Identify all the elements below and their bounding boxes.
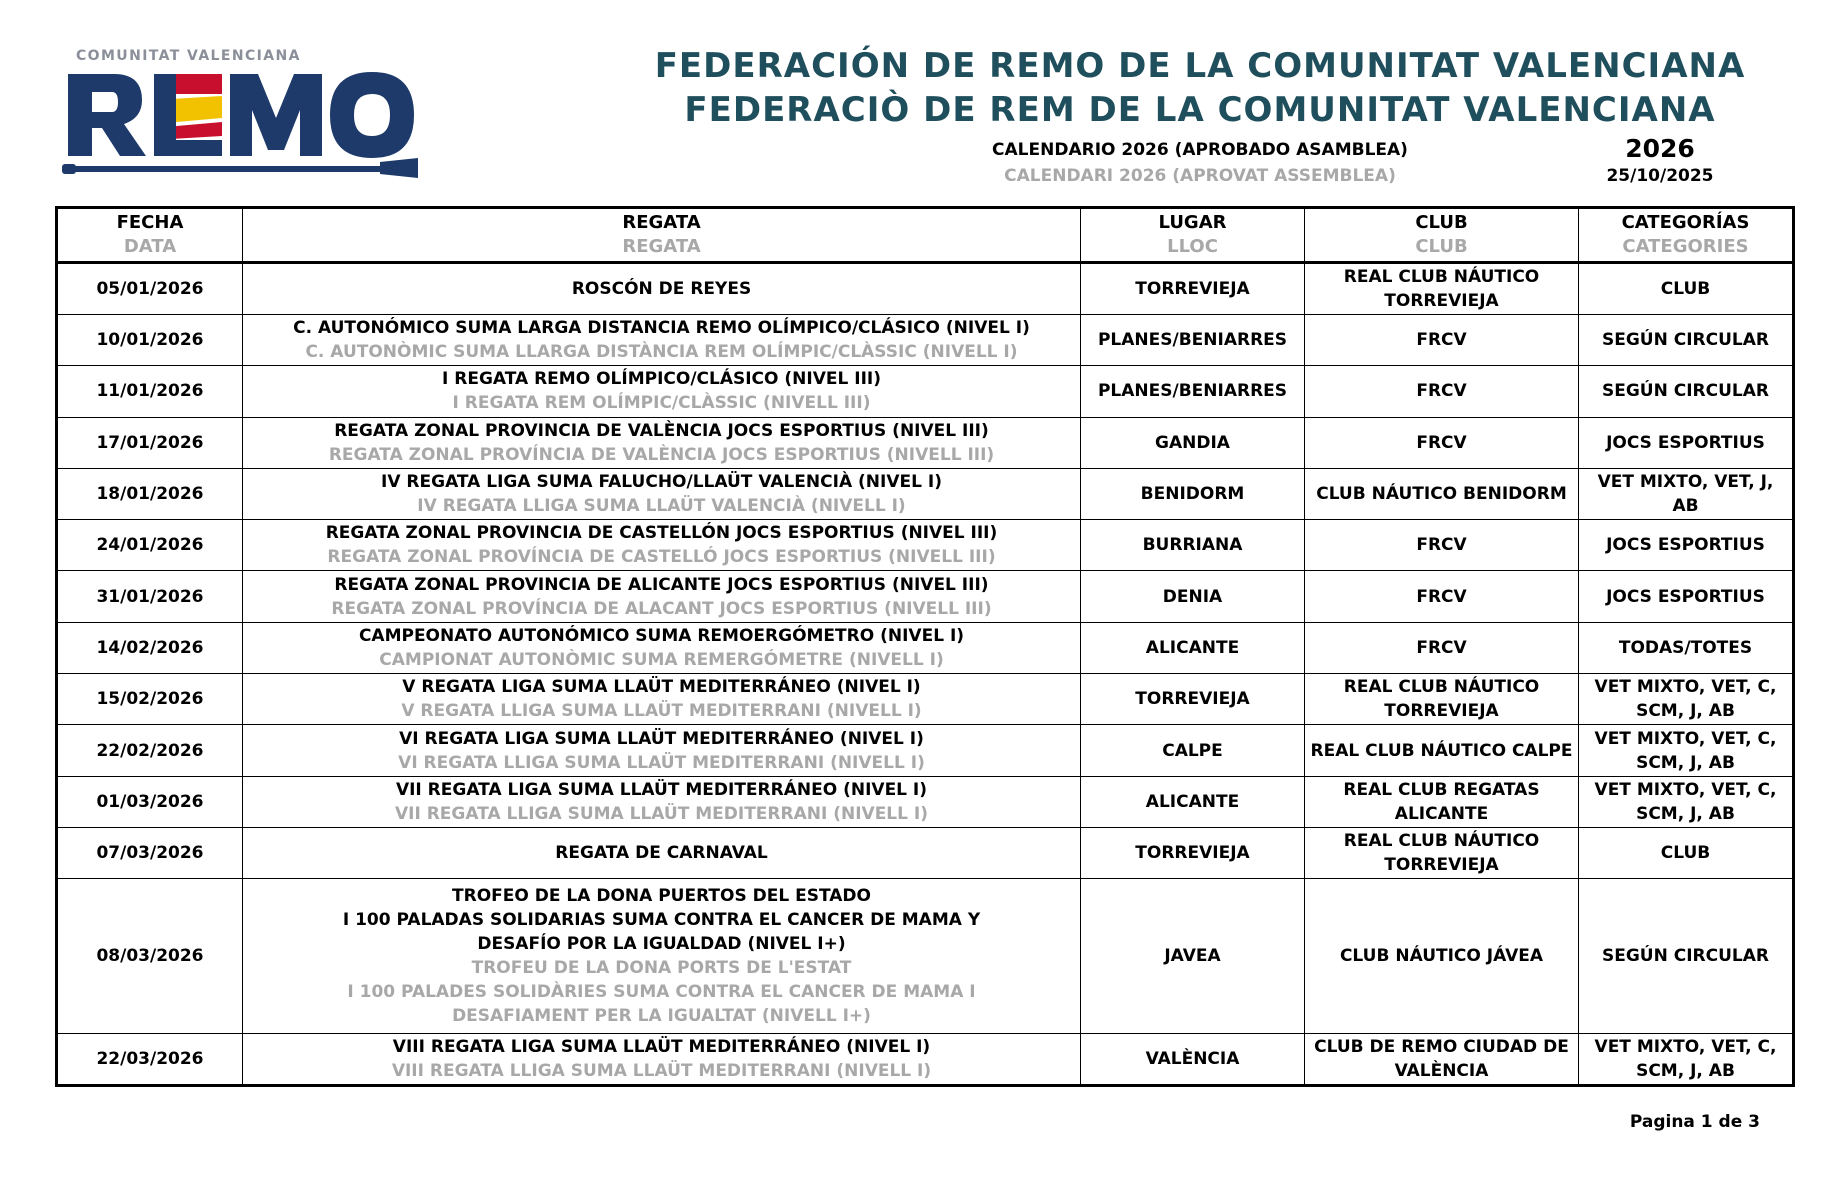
club-cell xyxy=(1305,366,1579,417)
category-text: AB xyxy=(1672,496,1699,517)
table-row xyxy=(57,725,1794,776)
regatta-name-es: CAMPEONATO AUTONÓMICO SUMA REMOERGÓMETRO (NIVEL I) xyxy=(358,625,965,646)
regatta-name-es: V REGATA LIGA SUMA LLAÜT MEDITERRÁNEO (NIVEL I) xyxy=(402,677,921,698)
regatta-cell xyxy=(243,725,1081,776)
date-cell: 18/01/2026 xyxy=(57,468,243,519)
club-cell xyxy=(1305,520,1579,571)
regatta-name-es: REGATA ZONAL PROVINCIA DE VALÈNCIA JOCS ESPORTIUS (NIVEL III) xyxy=(334,420,989,441)
subtitle-es: CALENDARIO 2026 (APROBADO ASAMBLEA) xyxy=(992,140,1408,160)
club-name: REAL CLUB REGATAS xyxy=(1343,779,1540,800)
category-cell xyxy=(1579,776,1794,827)
date-cell: 08/03/2026 xyxy=(57,879,243,1034)
category-text: VET MIXTO, VET, C, xyxy=(1594,728,1777,749)
column-header xyxy=(243,208,1081,263)
place-cell: PLANES/BENIARRES xyxy=(1081,315,1305,366)
table-row xyxy=(57,1034,1794,1085)
table-row xyxy=(57,417,1794,468)
regatta-name-es: C. AUTONÓMICO SUMA LARGA DISTANCIA REMO OLÍMPICO/CLÁSICO (NIVEL I) xyxy=(293,318,1030,339)
logo-top-text: COMUNITAT VALENCIANA xyxy=(76,48,301,64)
date-cell: 22/03/2026 xyxy=(57,1034,243,1085)
column-header-va: CATEGORIES xyxy=(1622,236,1749,257)
regatta-cell xyxy=(243,417,1081,468)
regatta-name-va: VIII REGATA LLIGA SUMA LLAÜT MEDITERRANI (NIVELL I) xyxy=(391,1060,932,1081)
column-header xyxy=(1081,208,1305,263)
category-text: TODAS/TOTES xyxy=(1618,637,1753,658)
table-row xyxy=(57,879,1794,1034)
club-cell xyxy=(1305,725,1579,776)
club-name: REAL CLUB NÁUTICO xyxy=(1343,677,1540,698)
table-row xyxy=(57,315,1794,366)
table-row xyxy=(57,263,1794,315)
category-cell xyxy=(1579,366,1794,417)
regatta-name-va: TROFEU DE LA DONA PORTS DE L'ESTAT xyxy=(471,958,852,979)
club-name: FRCV xyxy=(1416,586,1467,607)
place-cell: DENIA xyxy=(1081,571,1305,622)
regatta-name-va: REGATA ZONAL PROVÍNCIA DE ALACANT JOCS ESPORTIUS (NIVELL III) xyxy=(331,598,992,619)
club-name: REAL CLUB NÁUTICO CALPE xyxy=(1310,740,1573,761)
category-cell xyxy=(1579,622,1794,673)
table-row xyxy=(57,468,1794,519)
regatta-name-va: DESAFIAMENT PER LA IGUALTAT (NIVELL I+) xyxy=(452,1006,871,1027)
date-cell: 31/01/2026 xyxy=(57,571,243,622)
category-cell xyxy=(1579,315,1794,366)
club-name: TORREVIEJA xyxy=(1384,855,1499,876)
club-cell xyxy=(1305,674,1579,725)
category-text: CLUB xyxy=(1660,843,1711,864)
date-cell: 24/01/2026 xyxy=(57,520,243,571)
category-text: SCM, J, AB xyxy=(1636,752,1735,773)
club-name: VALÈNCIA xyxy=(1394,1060,1489,1081)
regatta-name-va: C. AUTONÒMIC SUMA LLARGA DISTÀNCIA REM OLÍMPIC/CLÀSSIC (NIVELL I) xyxy=(305,342,1018,363)
table-header-row xyxy=(57,208,1794,263)
club-name: REAL CLUB NÁUTICO xyxy=(1343,267,1540,287)
date-cell: 11/01/2026 xyxy=(57,366,243,417)
place-cell: TORREVIEJA xyxy=(1081,263,1305,315)
category-cell xyxy=(1579,879,1794,1034)
category-text: CLUB xyxy=(1660,279,1711,299)
federation-logo xyxy=(62,48,422,178)
regatta-name-es: VI REGATA LIGA SUMA LLAÜT MEDITERRÁNEO (NIVEL I) xyxy=(399,728,924,749)
club-name: ALICANTE xyxy=(1394,803,1489,824)
club-cell xyxy=(1305,263,1579,315)
club-name: TORREVIEJA xyxy=(1384,701,1499,722)
column-header-es: LUGAR xyxy=(1158,212,1227,233)
date-cell: 14/02/2026 xyxy=(57,622,243,673)
category-cell xyxy=(1579,1034,1794,1085)
club-name: FRCV xyxy=(1416,381,1467,402)
category-cell xyxy=(1579,468,1794,519)
table-row xyxy=(57,776,1794,827)
category-cell xyxy=(1579,571,1794,622)
category-cell xyxy=(1579,263,1794,315)
category-text: SCM, J, AB xyxy=(1636,1060,1735,1081)
table-row xyxy=(57,571,1794,622)
club-name: FRCV xyxy=(1416,330,1467,351)
year-label: 2026 xyxy=(1625,134,1695,163)
column-header-es: FECHA xyxy=(116,212,184,233)
table-row xyxy=(57,520,1794,571)
category-text: SEGÚN CIRCULAR xyxy=(1601,946,1769,967)
category-text: SEGÚN CIRCULAR xyxy=(1601,381,1769,402)
place-cell: ALICANTE xyxy=(1081,776,1305,827)
place-cell: BENIDORM xyxy=(1081,468,1305,519)
regatta-name-es: DESAFÍO POR LA IGUALDAD (NIVEL I+) xyxy=(477,934,846,955)
date-cell: 15/02/2026 xyxy=(57,674,243,725)
category-cell xyxy=(1579,674,1794,725)
table-row xyxy=(57,622,1794,673)
regatta-name-va: I 100 PALADES SOLIDÀRIES SUMA CONTRA EL CANCER DE MAMA I xyxy=(347,982,976,1003)
regatta-cell xyxy=(243,366,1081,417)
document-date: 25/10/2025 xyxy=(1606,166,1714,186)
regatta-cell xyxy=(243,468,1081,519)
title-es: FEDERACIÓN DE REMO DE LA COMUNITAT VALENCIANA xyxy=(654,46,1746,86)
date-cell: 05/01/2026 xyxy=(57,263,243,315)
table-body xyxy=(57,263,1794,1086)
regatta-name-va: CAMPIONAT AUTONÒMIC SUMA REMERGÓMETRE (NIVELL I) xyxy=(379,649,944,670)
regatta-cell xyxy=(243,674,1081,725)
regatta-cell xyxy=(243,776,1081,827)
table-row xyxy=(57,674,1794,725)
club-name: FRCV xyxy=(1416,432,1467,453)
club-cell xyxy=(1305,879,1579,1034)
category-text: SCM, J, AB xyxy=(1636,701,1735,722)
column-header-va: CLUB xyxy=(1415,236,1468,257)
regatta-name-es: REGATA DE CARNAVAL xyxy=(555,843,768,864)
place-cell: TORREVIEJA xyxy=(1081,674,1305,725)
category-text: SEGÚN CIRCULAR xyxy=(1601,330,1769,351)
club-name: CLUB DE REMO CIUDAD DE xyxy=(1314,1036,1569,1057)
calendar-table xyxy=(55,206,1795,1087)
place-cell: ALICANTE xyxy=(1081,622,1305,673)
column-header xyxy=(57,208,243,263)
regatta-name-va: IV REGATA LLIGA SUMA LLAÜT VALENCIÀ (NIVELL I) xyxy=(417,496,906,517)
regatta-name-es: VII REGATA LIGA SUMA LLAÜT MEDITERRÁNEO (NIVEL I) xyxy=(395,779,928,800)
club-cell xyxy=(1305,827,1579,878)
club-cell xyxy=(1305,315,1579,366)
place-cell: CALPE xyxy=(1081,725,1305,776)
club-name: CLUB NÁUTICO JÁVEA xyxy=(1339,946,1544,967)
subtitle-va: CALENDARI 2026 (APROVAT ASSEMBLEA) xyxy=(1004,166,1396,186)
regatta-cell xyxy=(243,520,1081,571)
regatta-name-es: VIII REGATA LIGA SUMA LLAÜT MEDITERRÁNEO (NIVEL I) xyxy=(392,1036,931,1057)
category-cell xyxy=(1579,827,1794,878)
column-header xyxy=(1305,208,1579,263)
regatta-name-va: REGATA ZONAL PROVÍNCIA DE CASTELLÓ JOCS ESPORTIUS (NIVELL III) xyxy=(327,547,996,568)
table-row xyxy=(57,827,1794,878)
regatta-name-va: VI REGATA LLIGA SUMA LLAÜT MEDITERRANI (NIVELL I) xyxy=(398,752,925,773)
regatta-name-es: TROFEO DE LA DONA PUERTOS DEL ESTADO xyxy=(452,886,871,907)
date-cell: 01/03/2026 xyxy=(57,776,243,827)
category-text: JOCS ESPORTIUS xyxy=(1606,535,1765,556)
category-text: VET MIXTO, VET, J, xyxy=(1597,472,1774,493)
club-name: CLUB NÁUTICO BENIDORM xyxy=(1316,484,1567,505)
club-name: FRCV xyxy=(1416,637,1467,658)
title-va: FEDERACIÒ DE REM DE LA COMUNITAT VALENCIANA xyxy=(684,90,1716,130)
column-header-va: LLOC xyxy=(1167,236,1218,257)
regatta-name-es: I REGATA REMO OLÍMPICO/CLÁSICO (NIVEL III) xyxy=(442,369,881,390)
regatta-cell xyxy=(243,879,1081,1034)
column-header-es: CATEGORÍAS xyxy=(1621,212,1750,233)
club-name: REAL CLUB NÁUTICO xyxy=(1343,831,1540,852)
category-cell xyxy=(1579,520,1794,571)
column-header xyxy=(1579,208,1794,263)
regatta-name-va: V REGATA LLIGA SUMA LLAÜT MEDITERRANI (NIVELL I) xyxy=(401,701,922,722)
date-cell: 22/02/2026 xyxy=(57,725,243,776)
place-cell: GANDIA xyxy=(1081,417,1305,468)
category-cell xyxy=(1579,725,1794,776)
date-cell: 07/03/2026 xyxy=(57,827,243,878)
regatta-cell xyxy=(243,622,1081,673)
column-header-va: DATA xyxy=(123,236,177,257)
club-cell xyxy=(1305,622,1579,673)
regatta-cell xyxy=(243,315,1081,366)
club-cell xyxy=(1305,776,1579,827)
category-text: VET MIXTO, VET, C, xyxy=(1594,1036,1777,1057)
club-cell xyxy=(1305,468,1579,519)
place-cell: TORREVIEJA xyxy=(1081,827,1305,878)
place-cell: JAVEA xyxy=(1081,879,1305,1034)
regatta-name-es: REGATA ZONAL PROVINCIA DE CASTELLÓN JOCS ESPORTIUS (NIVEL III) xyxy=(325,523,998,544)
regatta-cell xyxy=(243,263,1081,315)
category-text: JOCS ESPORTIUS xyxy=(1606,586,1765,607)
regatta-name-va: REGATA ZONAL PROVÍNCIA DE VALÈNCIA JOCS ESPORTIUS (NIVELL III) xyxy=(328,444,995,465)
regatta-name-es: REGATA ZONAL PROVINCIA DE ALICANTE JOCS ESPORTIUS (NIVEL III) xyxy=(334,574,989,595)
regatta-cell xyxy=(243,571,1081,622)
column-header-es: CLUB xyxy=(1415,212,1468,233)
category-text: VET MIXTO, VET, C, xyxy=(1594,677,1777,698)
date-cell: 17/01/2026 xyxy=(57,417,243,468)
club-name: FRCV xyxy=(1416,535,1467,556)
page-number: Pagina 1 de 3 xyxy=(1629,1112,1760,1132)
place-cell: BURRIANA xyxy=(1081,520,1305,571)
club-name: TORREVIEJA xyxy=(1384,291,1499,311)
category-cell xyxy=(1579,417,1794,468)
table-row xyxy=(57,366,1794,417)
regatta-name-es: ROSCÓN DE REYES xyxy=(571,279,752,299)
club-cell xyxy=(1305,571,1579,622)
remo-logo-icon xyxy=(62,66,422,178)
regatta-name-va: VII REGATA LLIGA SUMA LLAÜT MEDITERRANI (NIVELL I) xyxy=(394,803,928,824)
regatta-name-es: I 100 PALADAS SOLIDARIAS SUMA CONTRA EL CANCER DE MAMA Y xyxy=(342,910,981,931)
category-text: VET MIXTO, VET, C, xyxy=(1594,779,1777,800)
category-text: SCM, J, AB xyxy=(1636,803,1735,824)
column-header-va: REGATA xyxy=(622,236,701,257)
club-cell xyxy=(1305,417,1579,468)
club-cell xyxy=(1305,1034,1579,1085)
column-header-es: REGATA xyxy=(622,212,701,233)
place-cell: VALÈNCIA xyxy=(1081,1034,1305,1085)
place-cell: PLANES/BENIARRES xyxy=(1081,366,1305,417)
regatta-name-es: IV REGATA LIGA SUMA FALUCHO/LLAÜT VALENCIÀ (NIVEL I) xyxy=(381,472,942,493)
category-text: JOCS ESPORTIUS xyxy=(1606,432,1765,453)
regatta-name-va: I REGATA REM OLÍMPIC/CLÀSSIC (NIVELL III) xyxy=(452,393,871,414)
regatta-cell xyxy=(243,1034,1081,1085)
regatta-cell xyxy=(243,827,1081,878)
date-cell: 10/01/2026 xyxy=(57,315,243,366)
